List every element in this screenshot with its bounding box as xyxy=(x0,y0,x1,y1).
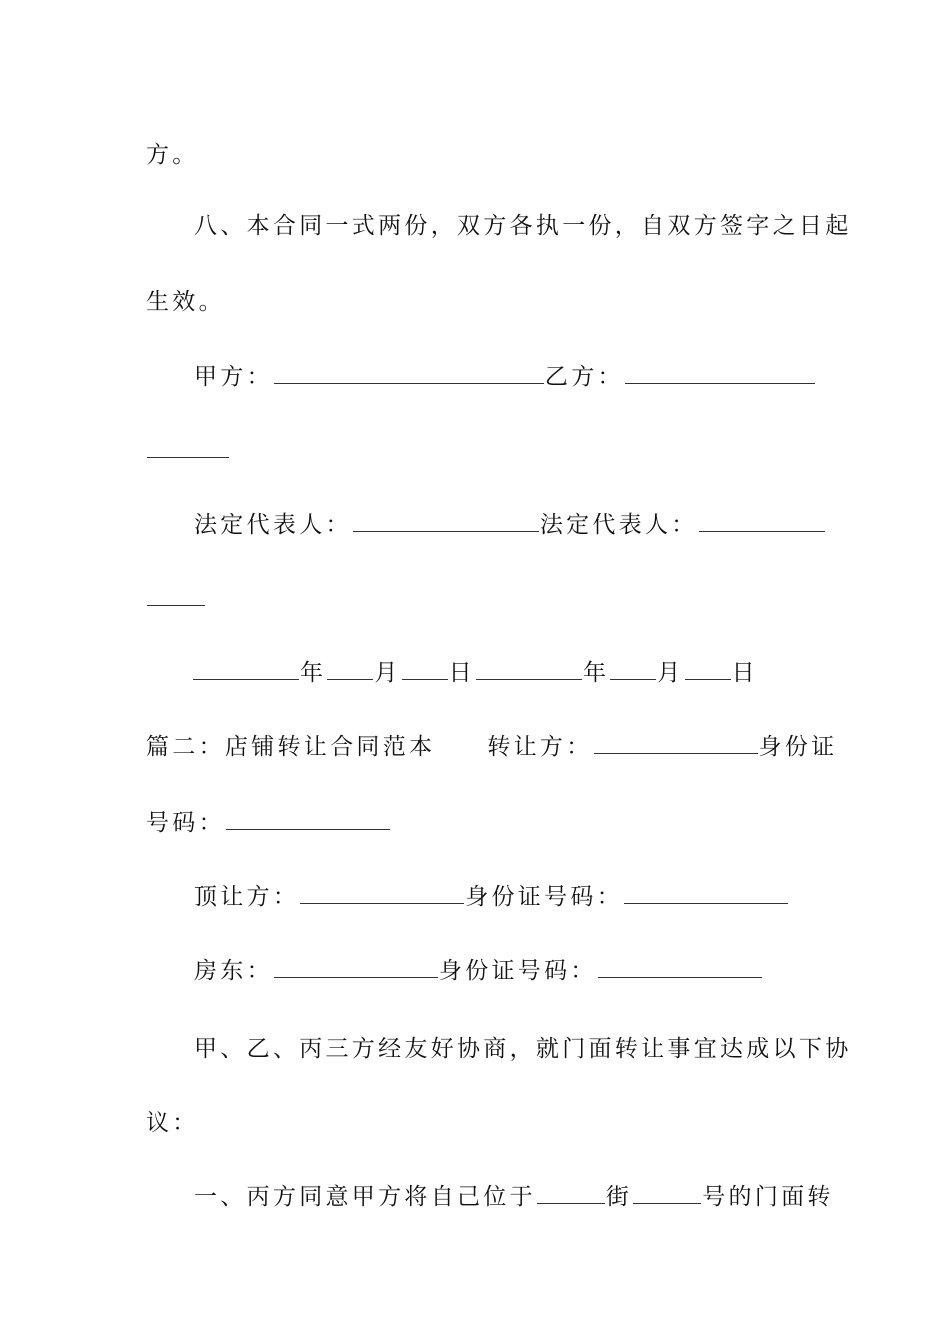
blank-continuation xyxy=(146,436,230,466)
landlord-blank[interactable] xyxy=(274,957,438,978)
legal-rep-b-blank-cont[interactable] xyxy=(147,585,205,606)
assignee-blank[interactable] xyxy=(300,883,464,904)
party-b-blank[interactable] xyxy=(625,363,815,384)
party-signature-line xyxy=(194,362,816,392)
transferor-blank[interactable] xyxy=(594,733,758,754)
legal-rep-a-label: 法定代表人： xyxy=(194,512,352,538)
section-title: 篇二：店铺转让合同范本 xyxy=(146,734,436,760)
year-a-blank[interactable] xyxy=(193,659,299,680)
party-a-label: 甲方： xyxy=(194,364,273,390)
legal-rep-b-blank[interactable] xyxy=(699,511,825,532)
section-heading-line: 篇二：店铺转让合同范本 转让方： 身份证 xyxy=(146,734,838,760)
party-a-blank[interactable] xyxy=(274,363,544,384)
street-blank[interactable] xyxy=(537,1183,605,1204)
legal-rep-b-label: 法定代表人： xyxy=(539,512,698,538)
month-b-blank[interactable] xyxy=(610,659,656,680)
id-number-line: 号码： xyxy=(146,808,391,838)
assignee-line: 顶让方： 身份证号码： xyxy=(194,882,789,912)
legal-rep-a-blank[interactable] xyxy=(353,511,539,532)
transferor-label: 转让方： xyxy=(487,734,593,760)
day-a-blank[interactable] xyxy=(402,659,448,680)
clause-1: 一、丙方同意甲方将自己位于 街 号的门面转 xyxy=(194,1184,834,1210)
date-line: 年 月 日 年 月 日 xyxy=(192,658,758,688)
year-b-blank[interactable] xyxy=(476,659,582,680)
text-line: 方。 xyxy=(146,142,199,168)
legal-rep-line xyxy=(194,510,826,540)
blank-continuation xyxy=(146,584,206,614)
assignee-id-blank[interactable] xyxy=(624,883,788,904)
day-b-blank[interactable] xyxy=(685,659,731,680)
clause-8: 八、本合同一式两份，双方各执一份，自双方签字之日起 xyxy=(194,213,852,239)
landlord-id-blank[interactable] xyxy=(598,957,762,978)
number-blank[interactable] xyxy=(633,1183,701,1204)
party-b-label: 乙方： xyxy=(544,364,624,390)
landlord-line: 房东： 身份证号码： xyxy=(194,956,763,986)
text-line: 生效。 xyxy=(146,289,225,315)
agreement-intro: 甲、乙、丙三方经友好协商，就门面转让事宜达成以下协 xyxy=(194,1036,852,1062)
party-b-blank-cont[interactable] xyxy=(147,437,229,458)
month-a-blank[interactable] xyxy=(327,659,373,680)
text-line: 议： xyxy=(146,1110,199,1136)
transferor-id-blank[interactable] xyxy=(226,809,390,830)
